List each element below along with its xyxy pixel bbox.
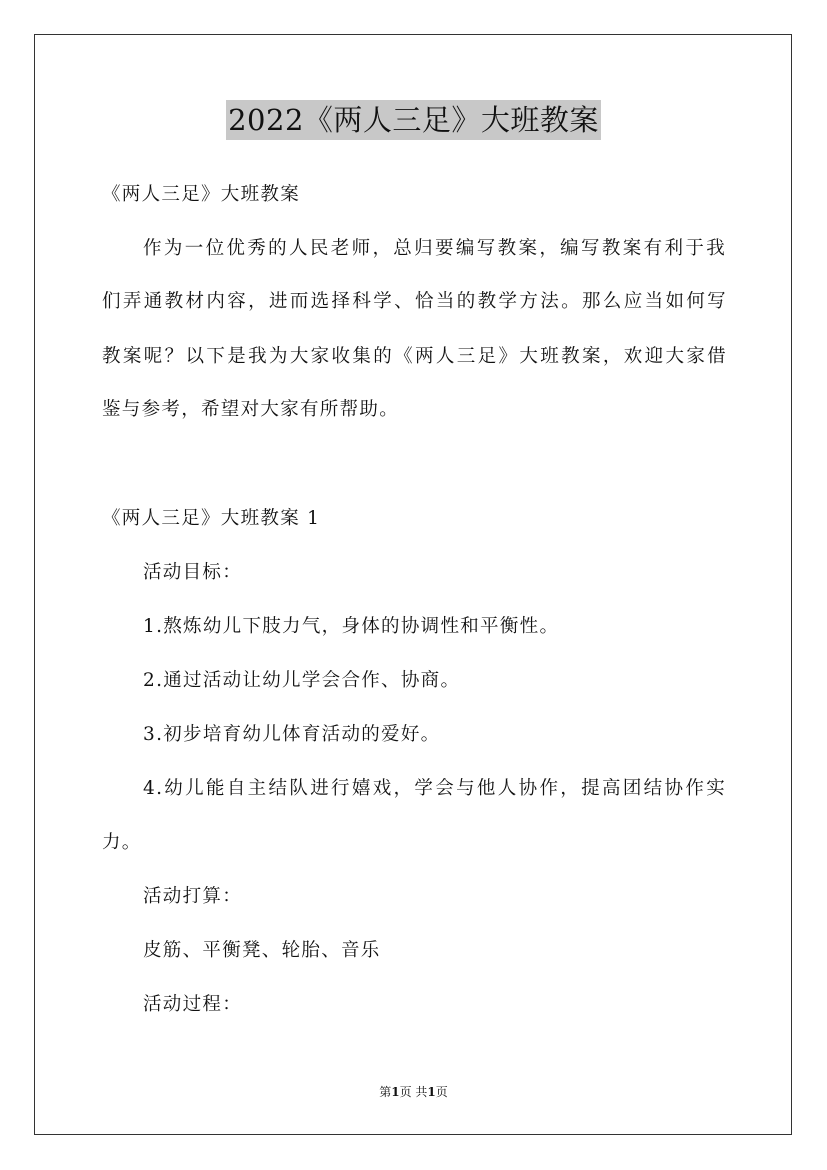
footer-total-pages: 1 bbox=[427, 1085, 436, 1099]
process-label: 活动过程： bbox=[143, 994, 243, 1015]
goal-item-4-cont: 力。 bbox=[102, 832, 142, 853]
document-title: 2022《两人三足》大班教案 bbox=[226, 100, 601, 140]
footer-mid: 页 共 bbox=[399, 1085, 428, 1099]
prep-items: 皮筋、平衡凳、轮胎、音乐 bbox=[143, 940, 381, 961]
goal-item-3: 3.初步培育幼儿体育活动的爱好。 bbox=[143, 724, 441, 745]
goal-item-4: 4.幼儿能自主结队进行嬉戏，学会与他人协作，提高团结协作实 bbox=[143, 778, 726, 799]
document-subtitle: 《两人三足》大班教案 bbox=[102, 184, 301, 205]
intro-line-4: 鉴与参考，希望对大家有所帮助。 bbox=[102, 399, 400, 420]
title-wrap bbox=[0, 100, 827, 140]
goals-label: 活动目标： bbox=[143, 562, 243, 583]
intro-line-2: 们弄通教材内容，进而选择科学、恰当的教学方法。那么应当如何写 bbox=[102, 291, 727, 312]
footer-prefix: 第 bbox=[379, 1085, 392, 1099]
page-footer bbox=[0, 1084, 827, 1100]
goal-item-2: 2.通过活动让幼儿学会合作、协商。 bbox=[143, 670, 461, 691]
section-heading: 《两人三足》大班教案 1 bbox=[102, 508, 321, 529]
footer-page-number: 1 bbox=[391, 1085, 400, 1099]
intro-line-3: 教案呢？以下是我为大家收集的《两人三足》大班教案，欢迎大家借 bbox=[102, 346, 727, 367]
prep-label: 活动打算： bbox=[143, 886, 243, 907]
intro-line-1: 作为一位优秀的人民老师，总归要编写教案，编写教案有利于我 bbox=[143, 238, 726, 259]
goal-item-1: 1.熬炼幼儿下肢力气，身体的协调性和平衡性。 bbox=[143, 616, 560, 637]
footer-suffix: 页 bbox=[435, 1085, 448, 1099]
